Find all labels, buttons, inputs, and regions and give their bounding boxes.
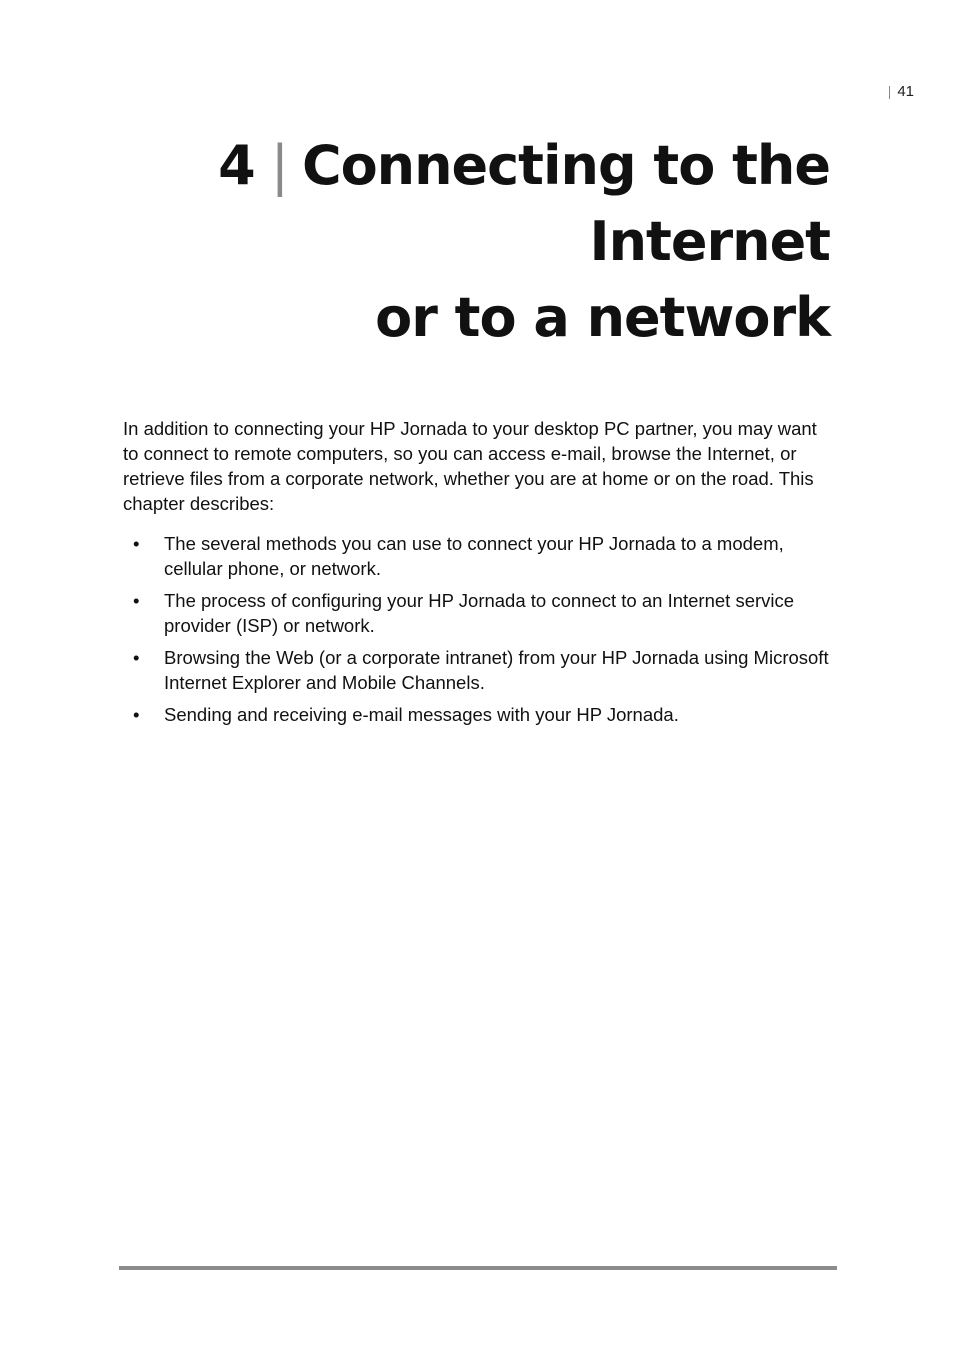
chapter-title-line-3: or to a network xyxy=(375,286,830,349)
page-number-divider xyxy=(889,86,890,99)
topic-list xyxy=(123,531,835,727)
chapter-title xyxy=(130,128,830,356)
list-item-text: The several methods you can use to connect your HP Jornada to a modem, cellular phone, or network. xyxy=(164,533,784,579)
footer-rule xyxy=(119,1266,837,1270)
list-item xyxy=(123,588,835,638)
list-item-text: Sending and receiving e-mail messages with your HP Jornada. xyxy=(164,704,679,725)
chapter-separator: | xyxy=(270,134,288,197)
bullet-icon: • xyxy=(133,647,140,668)
page-number-text: 41 xyxy=(897,83,914,100)
page-number xyxy=(889,83,914,101)
chapter-title-line-1 xyxy=(130,128,830,204)
bullet-icon: • xyxy=(133,704,140,725)
list-item xyxy=(123,702,835,727)
bullet-icon: • xyxy=(133,590,140,611)
chapter-title-line-2: Internet xyxy=(589,210,830,273)
chapter-number: 4 xyxy=(218,134,255,197)
chapter-title-text-1: Connecting to the xyxy=(301,134,830,197)
list-item xyxy=(123,645,835,695)
intro-paragraph: In addition to connecting your HP Jornada to your desktop PC partner, you may want to connect to remote computers, so you can access e-mail, browse the Internet, or retrieve files from a corporate network, whether you are at home or on the road. This chapter describes: xyxy=(123,418,817,514)
bullet-icon: • xyxy=(133,533,140,554)
list-item-text: Browsing the Web (or a corporate intranet) from your HP Jornada using Microsoft Internet Explorer and Mobile Channels. xyxy=(164,647,829,693)
list-item xyxy=(123,531,835,581)
list-item-text: The process of configuring your HP Jornada to connect to an Internet service provider (ISP) or network. xyxy=(164,590,795,636)
chapter-body xyxy=(123,416,835,734)
